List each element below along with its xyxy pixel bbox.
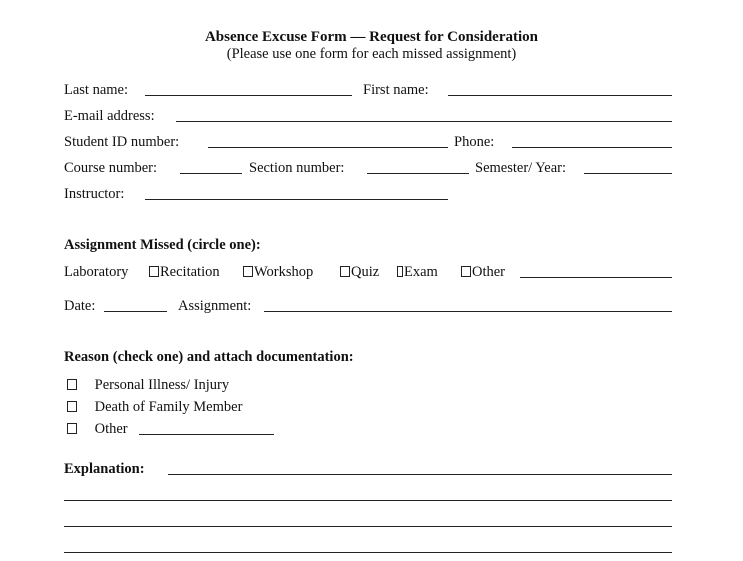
option-label: Recitation — [160, 264, 220, 280]
assignment-other-field[interactable] — [520, 277, 672, 278]
email-field[interactable] — [176, 121, 672, 122]
course-number-field[interactable] — [180, 173, 242, 174]
option-workshop[interactable] — [243, 265, 313, 280]
assignment-label: Assignment: — [178, 298, 252, 314]
checkbox-icon — [243, 266, 253, 277]
option-label: Other — [472, 264, 506, 280]
checkbox-icon — [67, 379, 77, 390]
date-label: Date: — [64, 298, 96, 314]
option-recitation[interactable] — [149, 265, 220, 280]
semester-year-label: Semester/ Year: — [475, 160, 567, 176]
email-label: E-mail address: — [64, 108, 155, 124]
reason-option-death[interactable] — [67, 400, 242, 415]
section-number-field[interactable] — [367, 173, 469, 174]
explanation-field-line[interactable] — [64, 552, 672, 553]
reason-label: Death of Family Member — [94, 399, 243, 415]
option-exam[interactable] — [397, 265, 438, 280]
student-id-label: Student ID number: — [64, 134, 180, 150]
phone-field[interactable] — [512, 147, 672, 148]
option-label: Exam — [404, 264, 438, 280]
explanation-field-line[interactable] — [64, 526, 672, 527]
assignment-field[interactable] — [264, 311, 672, 312]
checkbox-icon — [67, 423, 77, 434]
option-label: Workshop — [254, 264, 314, 280]
course-number-label: Course number: — [64, 160, 158, 176]
phone-label: Phone: — [454, 134, 495, 150]
date-field[interactable] — [104, 311, 167, 312]
last-name-label: Last name: — [64, 82, 129, 98]
explanation-heading: Explanation: — [64, 461, 145, 477]
checkbox-icon — [340, 266, 350, 277]
instructor-label: Instructor: — [64, 186, 125, 202]
first-name-label: First name: — [363, 82, 429, 98]
semester-year-field[interactable] — [584, 173, 672, 174]
checkbox-icon — [67, 401, 77, 412]
reason-option-illness[interactable] — [67, 378, 229, 393]
option-quiz[interactable] — [340, 265, 379, 280]
form-title: Absence Excuse Form — Request for Consideration — [204, 29, 539, 45]
option-laboratory[interactable] — [64, 265, 128, 280]
student-id-field[interactable] — [208, 147, 448, 148]
option-label: Laboratory — [64, 264, 129, 280]
section-number-label: Section number: — [249, 160, 345, 176]
checkbox-icon — [397, 266, 403, 277]
reason-other-field[interactable] — [139, 434, 274, 435]
last-name-field[interactable] — [145, 95, 352, 96]
assignment-heading: Assignment Missed (circle one): — [64, 237, 261, 253]
reason-option-other[interactable] — [67, 422, 128, 437]
form-subtitle: (Please use one form for each missed assignment) — [226, 46, 517, 62]
reason-label: Other — [94, 421, 128, 437]
reason-heading: Reason (check one) and attach documentation: — [64, 349, 354, 365]
reason-label: Personal Illness/ Injury — [94, 377, 230, 393]
option-other[interactable] — [461, 265, 505, 280]
first-name-field[interactable] — [448, 95, 672, 96]
instructor-field[interactable] — [145, 199, 448, 200]
checkbox-icon — [461, 266, 471, 277]
explanation-field-line[interactable] — [64, 500, 672, 501]
explanation-field-line[interactable] — [168, 474, 672, 475]
option-label: Quiz — [351, 264, 380, 280]
checkbox-icon — [149, 266, 159, 277]
